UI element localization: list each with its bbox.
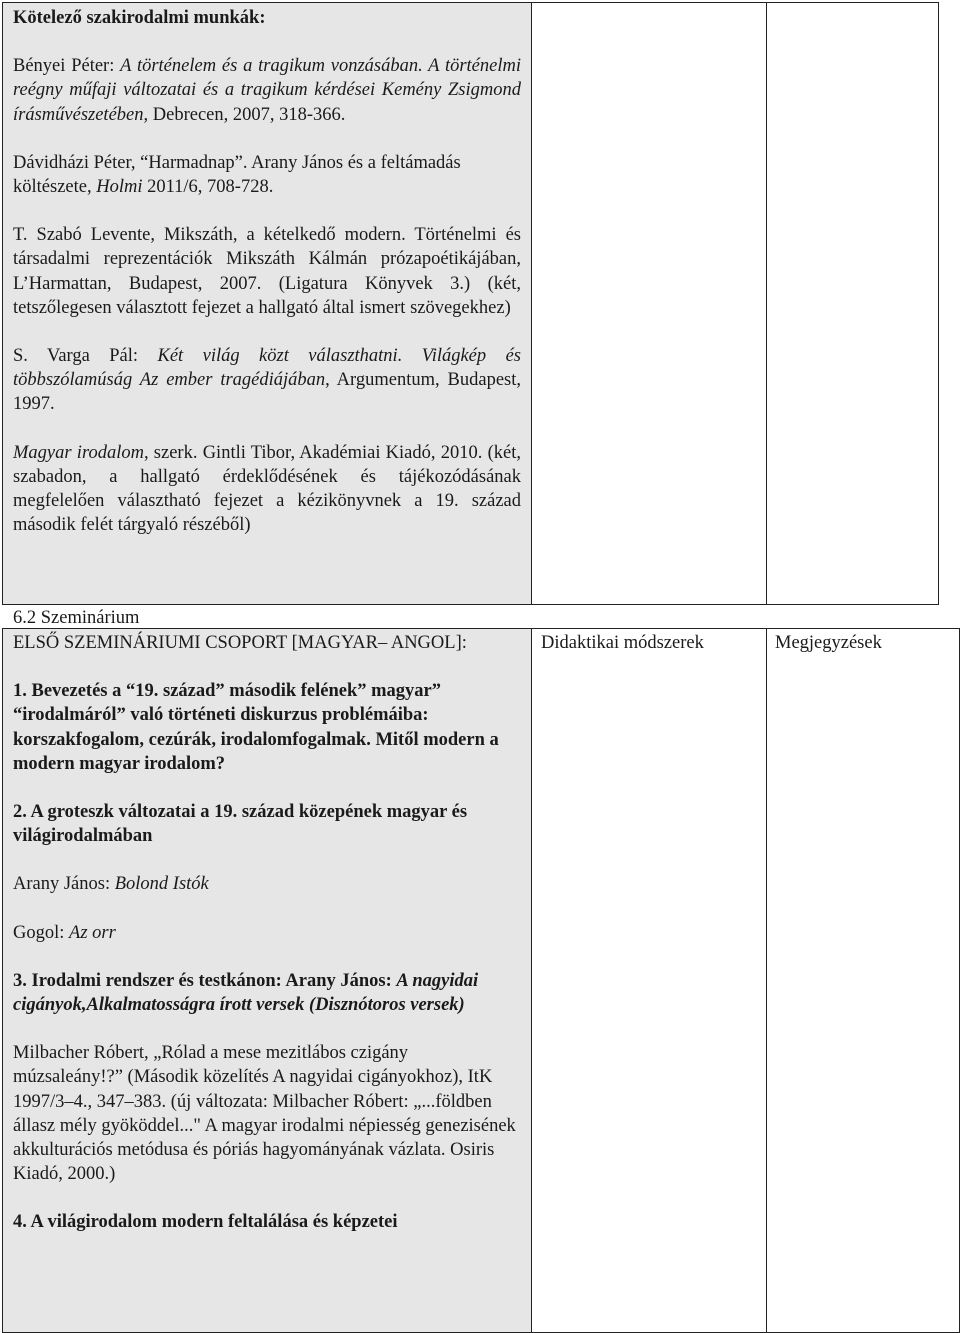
column-header-notes: Megjegyzések <box>775 633 882 653</box>
seminar-group-title: ELSŐ SZEMINÁRIUMI CSOPORT [MAGYAR– ANGOL]: <box>13 633 467 653</box>
reference-t-szabo: T. Szabó Levente, Mikszáth, a kételkedő modern. Történelmi és társadalmi reprezentációk Mikszáth Kálmán prózapoétikájában, L’Harmattan, Budapest, 2007. (Ligatura Könyvek 3.) (két, tetszőlegesen választott fejezet a hallgató által ismert szövegekhez) <box>13 225 521 318</box>
seminar-work-bolond-istok: Arany János: Bolond Istók <box>13 874 209 895</box>
seminar-item-4: 4. A világirodalom modern feltalálása és képzetei <box>13 1212 398 1233</box>
seminar-cell-methods <box>531 628 767 1333</box>
seminar-item-2: 2. A groteszk változatai a 19. század közepének magyar és világirodalmában <box>13 802 468 847</box>
reference-davidhazi: Dávidházi Péter, “Harmadnap”. Arany János és a feltámadás költészete, Holmi 2011/6, 708-728. <box>13 152 461 198</box>
seminar-item-3: 3. Irodalmi rendszer és testkánon: Arany János: A nagyidai cigányok,Alkalmatosságra írott versek (Disznótoros versek) <box>13 970 479 1016</box>
reference-magyar-irodalom: Magyar irodalom, szerk. Gintli Tibor, Akadémiai Kiadó, 2010. (két, szabadon, a hallgató érdeklődésének és tájékozódásának megfelelően választható fejezet a kézikönyvnek a 19. század második felét tárgyaló részéből) <box>13 442 521 536</box>
reference-s-varga: S. Varga Pál: Két világ közt választhatni. Világkép és többszólamúság Az ember tragédiájában, Argumentum, Budapest, 1997. <box>13 346 521 415</box>
seminar-reference-milbacher: Milbacher Róbert, „Rólad a mese mezitlábos czigány múzsaleány!?” (Második közelítés A nagyidai cigányokhoz), ItK 1997/3–4., 347–383. (új változata: Milbacher Róbert: „...földben állasz mély gyököddel..." A magyar irodalmi népiesség genezisének akkulturációs metódusa és póriás hagyományának vázlata. Osiris Kiadó, 2000.) <box>13 1043 516 1185</box>
required-literature-block <box>13 6 521 537</box>
seminar-item-1: 1. Bevezetés a “19. század” második felének” magyar” “irodalmáról” való történeti diskurzus problémáiba: korszakfogalom, cezúrák, irodalomfogalmak. Mitől modern a modern magyar irodalom? <box>13 681 499 774</box>
top-cell-methods <box>531 2 767 605</box>
column-header-methods: Didaktikai módszerek <box>541 633 704 653</box>
seminar-work-az-orr: Gogol: Az orr <box>13 922 116 943</box>
section-label: 6.2 Szeminárium <box>13 608 140 628</box>
top-cell-notes <box>766 2 939 605</box>
seminar-topics-block <box>13 631 521 1235</box>
seminar-cell-notes <box>766 628 960 1333</box>
reference-benyei: Bényei Péter: A történelem és a tragikum vonzásában. A történelmi reégny műfaji változatai és a tragikum kérdései Kemény Zsigmond írásművészetében, Debrecen, 2007, 318-366. <box>13 56 521 125</box>
required-literature-heading: Kötelező szakirodalmi munkák: <box>13 8 266 28</box>
